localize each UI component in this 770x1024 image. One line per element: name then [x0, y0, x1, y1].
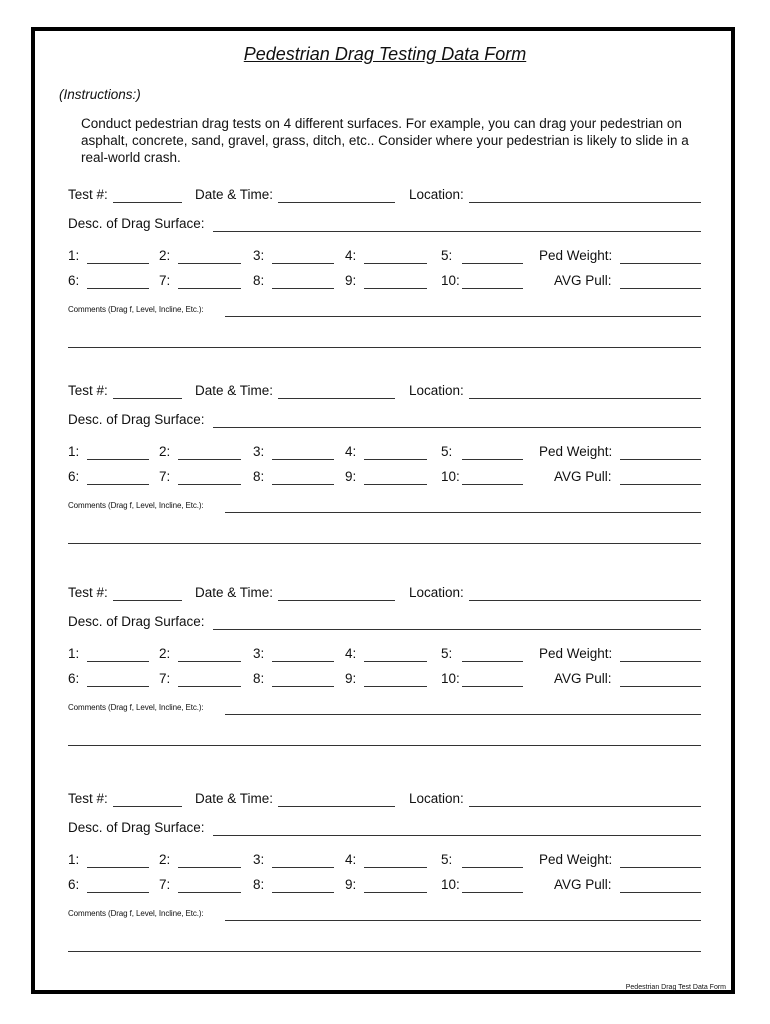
pull-2-field-4[interactable]: [178, 867, 241, 868]
pull-7-field-4[interactable]: [178, 892, 241, 893]
pull-1-label-4: 1:: [68, 852, 80, 867]
ped-weight-field-4[interactable]: [620, 867, 701, 868]
pull-9-field-3[interactable]: [364, 686, 427, 687]
pull-3-label-2: 3:: [253, 444, 265, 459]
location-field-3[interactable]: [469, 600, 701, 601]
ped-weight-label-2: Ped Weight:: [539, 444, 613, 459]
pull-6-field-1[interactable]: [87, 288, 149, 289]
pull-8-field-3[interactable]: [272, 686, 334, 687]
comments-line-2-4[interactable]: [68, 951, 701, 952]
date-time-label-1: Date & Time:: [195, 187, 274, 202]
pull-8-label-4: 8:: [253, 877, 265, 892]
comments-field-1[interactable]: [225, 316, 701, 317]
pull-7-field-3[interactable]: [178, 686, 241, 687]
test-number-field-1[interactable]: [113, 202, 182, 203]
pull-5-label-3: 5:: [441, 646, 453, 661]
pull-9-label-3: 9:: [345, 671, 357, 686]
pull-5-label-1: 5:: [441, 248, 453, 263]
date-time-label-3: Date & Time:: [195, 585, 274, 600]
date-time-field-2[interactable]: [278, 398, 395, 399]
pull-1-field-3[interactable]: [87, 661, 149, 662]
pull-10-label-3: 10:: [441, 671, 460, 686]
pull-4-label-2: 4:: [345, 444, 357, 459]
drag-surface-label-3: Desc. of Drag Surface:: [68, 614, 205, 629]
pull-7-label-1: 7:: [159, 273, 171, 288]
pull-9-label-1: 9:: [345, 273, 357, 288]
ped-weight-label-4: Ped Weight:: [539, 852, 613, 867]
pull-3-field-3[interactable]: [272, 661, 334, 662]
test-number-label-4: Test #:: [68, 791, 108, 806]
pull-6-label-3: 6:: [68, 671, 80, 686]
pull-4-field-3[interactable]: [364, 661, 427, 662]
avg-pull-label-4: AVG Pull:: [554, 877, 612, 892]
footer-text: Pedestrian Drag Test Data Form: [625, 984, 726, 991]
pull-5-field-2[interactable]: [462, 459, 523, 460]
pull-3-label-3: 3:: [253, 646, 265, 661]
page-border: [31, 27, 735, 994]
pull-2-label-1: 2:: [159, 248, 171, 263]
drag-surface-field-3[interactable]: [213, 629, 701, 630]
avg-pull-field-1[interactable]: [620, 288, 701, 289]
avg-pull-field-2[interactable]: [620, 484, 701, 485]
pull-6-label-2: 6:: [68, 469, 80, 484]
pull-3-label-1: 3:: [253, 248, 265, 263]
comments-label-2: Comments (Drag f, Level, Incline, Etc.):: [68, 501, 204, 510]
test-number-field-3[interactable]: [113, 600, 182, 601]
pull-10-field-2[interactable]: [462, 484, 523, 485]
pull-9-field-4[interactable]: [364, 892, 427, 893]
drag-surface-field-2[interactable]: [213, 427, 701, 428]
pull-5-field-4[interactable]: [462, 867, 523, 868]
pull-10-label-1: 10:: [441, 273, 460, 288]
location-label-1: Location:: [409, 187, 464, 202]
avg-pull-label-1: AVG Pull:: [554, 273, 612, 288]
pull-7-label-4: 7:: [159, 877, 171, 892]
drag-surface-label-1: Desc. of Drag Surface:: [68, 216, 205, 231]
pull-9-label-2: 9:: [345, 469, 357, 484]
pull-4-label-4: 4:: [345, 852, 357, 867]
pull-1-label-3: 1:: [68, 646, 80, 661]
avg-pull-label-3: AVG Pull:: [554, 671, 612, 686]
date-time-field-1[interactable]: [278, 202, 395, 203]
test-number-label-3: Test #:: [68, 585, 108, 600]
comments-label-4: Comments (Drag f, Level, Incline, Etc.):: [68, 909, 204, 918]
location-field-4[interactable]: [469, 806, 701, 807]
avg-pull-label-2: AVG Pull:: [554, 469, 612, 484]
pull-5-field-1[interactable]: [462, 263, 523, 264]
ped-weight-label-3: Ped Weight:: [539, 646, 613, 661]
pull-8-field-4[interactable]: [272, 892, 334, 893]
location-field-1[interactable]: [469, 202, 701, 203]
pull-2-label-2: 2:: [159, 444, 171, 459]
pull-10-field-1[interactable]: [462, 288, 523, 289]
test-number-label-1: Test #:: [68, 187, 108, 202]
pull-2-field-3[interactable]: [178, 661, 241, 662]
pull-8-label-2: 8:: [253, 469, 265, 484]
pull-10-label-2: 10:: [441, 469, 460, 484]
avg-pull-field-3[interactable]: [620, 686, 701, 687]
pull-9-label-4: 9:: [345, 877, 357, 892]
date-time-field-4[interactable]: [278, 806, 395, 807]
location-label-4: Location:: [409, 791, 464, 806]
pull-1-label-2: 1:: [68, 444, 80, 459]
pull-5-field-3[interactable]: [462, 661, 523, 662]
pull-1-field-1[interactable]: [87, 263, 149, 264]
pull-1-field-4[interactable]: [87, 867, 149, 868]
location-field-2[interactable]: [469, 398, 701, 399]
pull-6-field-4[interactable]: [87, 892, 149, 893]
pull-4-label-1: 4:: [345, 248, 357, 263]
pull-2-field-2[interactable]: [178, 459, 241, 460]
comments-field-2[interactable]: [225, 512, 701, 513]
ped-weight-field-2[interactable]: [620, 459, 701, 460]
drag-surface-label-2: Desc. of Drag Surface:: [68, 412, 205, 427]
form-title: Pedestrian Drag Testing Data Form: [243, 44, 527, 64]
avg-pull-field-4[interactable]: [620, 892, 701, 893]
pull-7-label-2: 7:: [159, 469, 171, 484]
pull-7-field-2[interactable]: [178, 484, 241, 485]
comments-field-3[interactable]: [225, 714, 701, 715]
drag-surface-field-4[interactable]: [213, 835, 701, 836]
ped-weight-field-3[interactable]: [620, 661, 701, 662]
pull-3-field-2[interactable]: [272, 459, 334, 460]
comments-label-3: Comments (Drag f, Level, Incline, Etc.):: [68, 703, 204, 712]
test-number-field-2[interactable]: [113, 398, 182, 399]
instructions-label: (Instructions:): [59, 87, 141, 102]
pull-5-label-4: 5:: [441, 852, 453, 867]
pull-4-field-2[interactable]: [364, 459, 427, 460]
location-label-3: Location:: [409, 585, 464, 600]
pull-9-field-2[interactable]: [364, 484, 427, 485]
pull-6-field-3[interactable]: [87, 686, 149, 687]
pull-4-label-3: 4:: [345, 646, 357, 661]
test-number-label-2: Test #:: [68, 383, 108, 398]
drag-surface-field-1[interactable]: [213, 231, 701, 232]
drag-surface-label-4: Desc. of Drag Surface:: [68, 820, 205, 835]
pull-1-field-2[interactable]: [87, 459, 149, 460]
pull-8-label-3: 8:: [253, 671, 265, 686]
test-number-field-4[interactable]: [113, 806, 182, 807]
pull-1-label-1: 1:: [68, 248, 80, 263]
pull-2-label-3: 2:: [159, 646, 171, 661]
pull-8-label-1: 8:: [253, 273, 265, 288]
comments-line-2-1[interactable]: [68, 347, 701, 348]
location-label-2: Location:: [409, 383, 464, 398]
pull-8-field-1[interactable]: [272, 288, 334, 289]
comments-field-4[interactable]: [225, 920, 701, 921]
pull-6-label-4: 6:: [68, 877, 80, 892]
pull-9-field-1[interactable]: [364, 288, 427, 289]
comments-line-2-3[interactable]: [68, 745, 701, 746]
pull-3-field-1[interactable]: [272, 263, 334, 264]
pull-8-field-2[interactable]: [272, 484, 334, 485]
pull-10-label-4: 10:: [441, 877, 460, 892]
pull-7-field-1[interactable]: [178, 288, 241, 289]
pull-4-field-1[interactable]: [364, 263, 427, 264]
pull-3-field-4[interactable]: [272, 867, 334, 868]
pull-2-field-1[interactable]: [178, 263, 241, 264]
pull-5-label-2: 5:: [441, 444, 453, 459]
pull-7-label-3: 7:: [159, 671, 171, 686]
ped-weight-label-1: Ped Weight:: [539, 248, 613, 263]
pull-10-field-3[interactable]: [462, 686, 523, 687]
date-time-label-2: Date & Time:: [195, 383, 274, 398]
ped-weight-field-1[interactable]: [620, 263, 701, 264]
pull-2-label-4: 2:: [159, 852, 171, 867]
pull-6-label-1: 6:: [68, 273, 80, 288]
comments-label-1: Comments (Drag f, Level, Incline, Etc.):: [68, 305, 204, 314]
pull-10-field-4[interactable]: [462, 892, 523, 893]
date-time-field-3[interactable]: [278, 600, 395, 601]
date-time-label-4: Date & Time:: [195, 791, 274, 806]
instructions-text: Conduct pedestrian drag tests on 4 different surfaces. For example, you can drag your pedestrian on asphalt, concrete, sand, gravel, grass, ditch, etc.. Consider where your pedestrian is likely to slide in a real-world crash.: [81, 116, 689, 165]
pull-3-label-4: 3:: [253, 852, 265, 867]
pull-4-field-4[interactable]: [364, 867, 427, 868]
pull-6-field-2[interactable]: [87, 484, 149, 485]
comments-line-2-2[interactable]: [68, 543, 701, 544]
